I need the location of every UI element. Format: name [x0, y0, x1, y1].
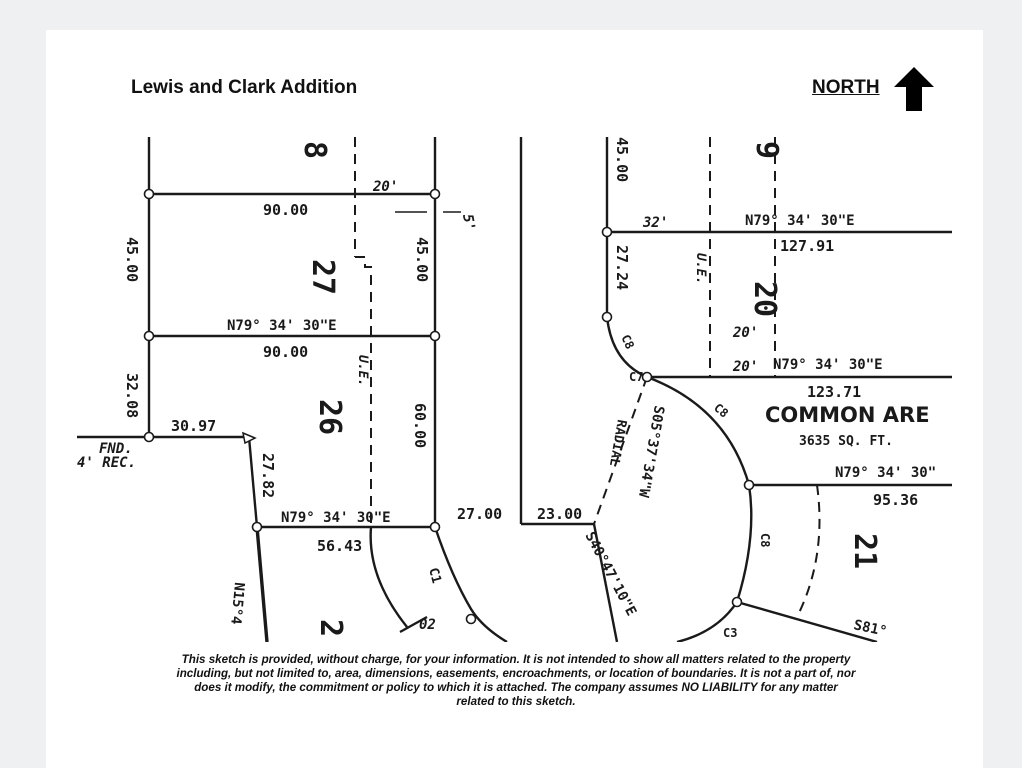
curve-label: C8: [758, 533, 772, 548]
disclaimer-line: including, but not limited to, area, dimensions, easements, encroachments, or location of boundaries. It is not a part of, nor: [176, 667, 856, 680]
plat-map: [77, 137, 952, 642]
easement-width-label: 32': [643, 215, 669, 231]
common-area-label: COMMON ARE: [765, 403, 930, 427]
lot-number-27: 27: [305, 259, 340, 296]
common-area-sqft: 3635 SQ. FT.: [799, 434, 893, 449]
dimension-road-27: 27.00: [457, 505, 503, 523]
curve-label: C7: [629, 370, 644, 384]
lot-number-20: 20: [747, 281, 782, 318]
dimension-side-lot27-right: 45.00: [413, 237, 431, 283]
lot-number-21: 21: [847, 533, 882, 570]
disclaimer-line: related to this sketch.: [456, 695, 576, 708]
found-monument-label: FND.: [99, 441, 133, 457]
bearing-radial: S05°37'34"W: [634, 404, 667, 499]
curve-label: C1: [425, 566, 444, 586]
dimension-lot20-north: 127.91: [780, 237, 835, 255]
easement-width-label: 20': [733, 359, 759, 375]
dimension-lot26-south: 56.43: [317, 537, 363, 555]
easement-width-label: 5': [459, 212, 478, 233]
dimension-side-lot26-left: 32.08: [123, 373, 141, 419]
dimension-fnd-segment: 30.97: [171, 417, 217, 435]
north-label: NORTH: [812, 77, 880, 98]
bearing-lot20-north: N79° 34' 30"E: [745, 213, 855, 229]
utility-easement-label: U.E.: [693, 253, 708, 285]
utility-easement-label: U.E.: [355, 355, 370, 387]
bearing-lot26-north: N79° 34' 30"E: [227, 318, 337, 334]
bearing-lot21-south: S81°: [852, 617, 889, 640]
dimension-road-23: 23.00: [537, 505, 583, 523]
easement-width-label: 20': [733, 325, 759, 341]
curve-label: 02: [419, 617, 436, 633]
easement-width-label: 20': [373, 179, 399, 195]
radial-label: RADIAL: [605, 418, 629, 468]
lot-number-2: 2: [313, 619, 348, 638]
north-arrow-icon: [892, 65, 936, 113]
lot-number-8: 8: [297, 141, 332, 160]
dimension-lot9-west: 45.00: [613, 137, 631, 183]
dimension-top-lot27: 90.00: [263, 201, 309, 219]
dimension-lot20-west: 27.24: [613, 245, 631, 291]
document-page: [46, 30, 983, 768]
subdivision-title: Lewis and Clark Addition: [131, 77, 358, 98]
bearing-lot2-west: N15°4: [227, 581, 247, 626]
curve-label: C8: [618, 332, 638, 352]
record-label: 4' REC.: [77, 455, 137, 471]
bearing-lot21-north: N79° 34' 30": [835, 465, 937, 481]
curve-label: C3: [723, 626, 738, 640]
disclaimer-line: does it modify, the commitment or policy to which it is attached. The company assumes NO LIABILITY for any matter: [194, 681, 838, 694]
lot-number-9: 9: [749, 141, 784, 160]
dimension-common-north: 123.71: [807, 383, 862, 401]
bearing-cul-de-sac: S40°47'10"E: [581, 529, 640, 619]
curve-label: C8: [711, 400, 732, 421]
dimension-lot26-east: 60.00: [411, 403, 429, 449]
dimension-top-lot26: 90.00: [263, 343, 309, 361]
dimension-lot26-west: 27.82: [259, 453, 277, 499]
disclaimer-line: This sketch is provided, without charge, for your information. It is not intended to show all matters related to the property: [181, 653, 851, 666]
bearing-lot26-south: N79° 34' 30"E: [281, 510, 391, 526]
dimension-side-lot27-left: 45.00: [123, 237, 141, 283]
lot-number-26: 26: [312, 399, 347, 436]
bearing-common-north: N79° 34' 30"E: [773, 357, 883, 373]
dimension-lot21-north: 95.36: [873, 491, 919, 509]
disclaimer: [126, 653, 906, 709]
